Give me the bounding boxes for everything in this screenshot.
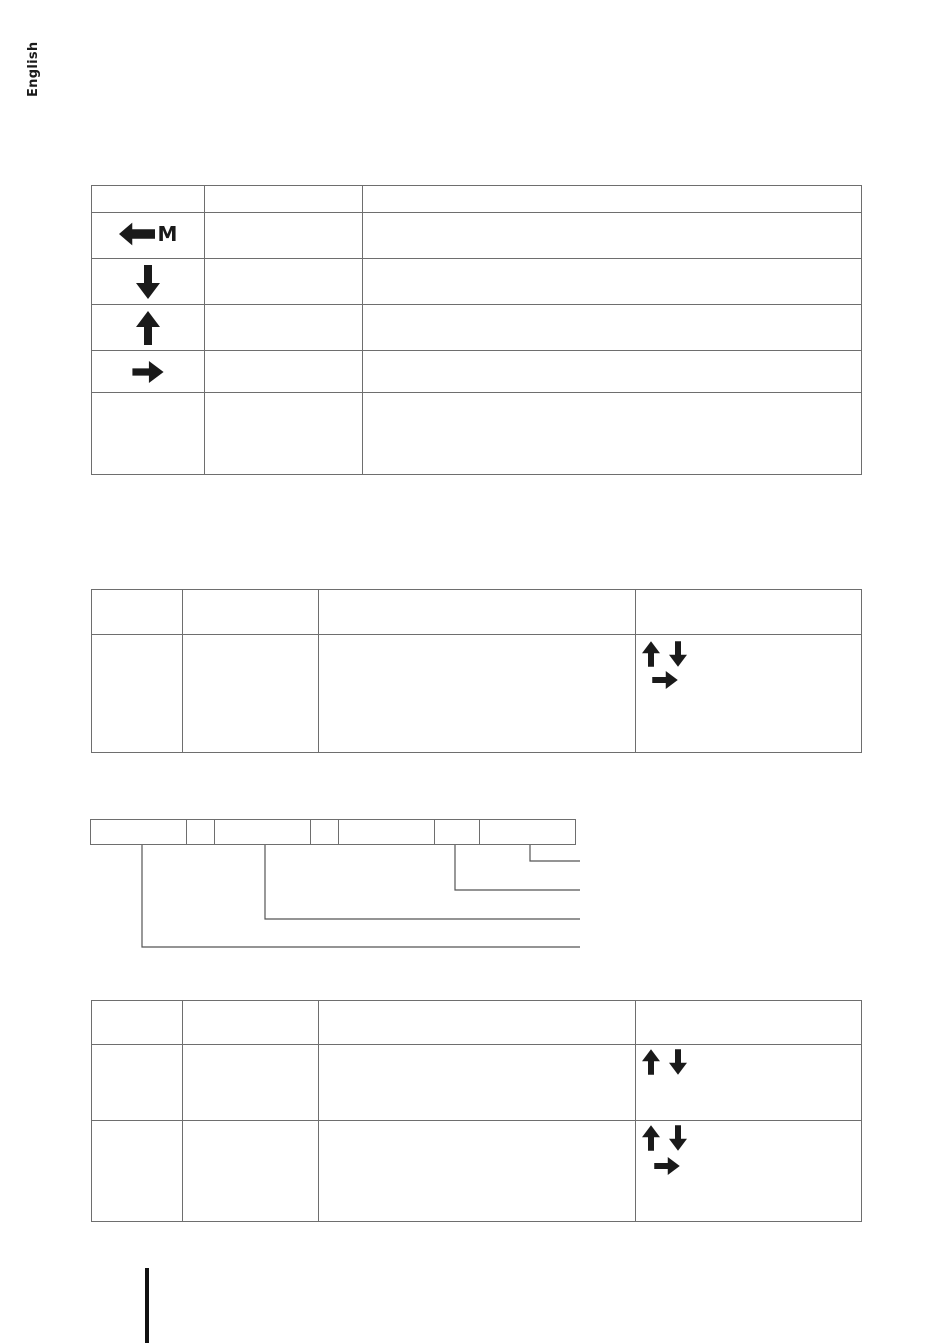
leader-line-2 [455,845,580,890]
down-arrow-icon [669,1125,687,1151]
header-cell [92,1001,183,1045]
leader-line-4 [142,845,580,947]
keys-cell [636,1121,862,1222]
table-cell [319,1121,636,1222]
header-cell [183,1001,319,1045]
menu-letter-m: M [157,222,178,246]
table-cell [183,1121,319,1222]
table-cell [319,1045,636,1121]
keys-cell [636,1045,862,1121]
down-arrow-icon [669,1049,687,1075]
table-cell [92,1045,183,1121]
setting-table-2 [91,1000,862,1222]
table-row [92,1121,862,1222]
header-cell [319,1001,636,1045]
header-cell [636,1001,862,1045]
page-edge-bar [145,1268,149,1343]
language-tab-label: English [26,41,41,97]
table-header-row [92,1001,862,1045]
up-arrow-icon [642,1125,660,1151]
up-arrow-icon [642,1049,660,1075]
table-cell [92,1121,183,1222]
leader-line-1 [530,845,580,861]
table-row [92,1045,862,1121]
right-arrow-icon [654,1157,680,1175]
table-cell [183,1045,319,1121]
leader-line-3 [265,845,580,919]
